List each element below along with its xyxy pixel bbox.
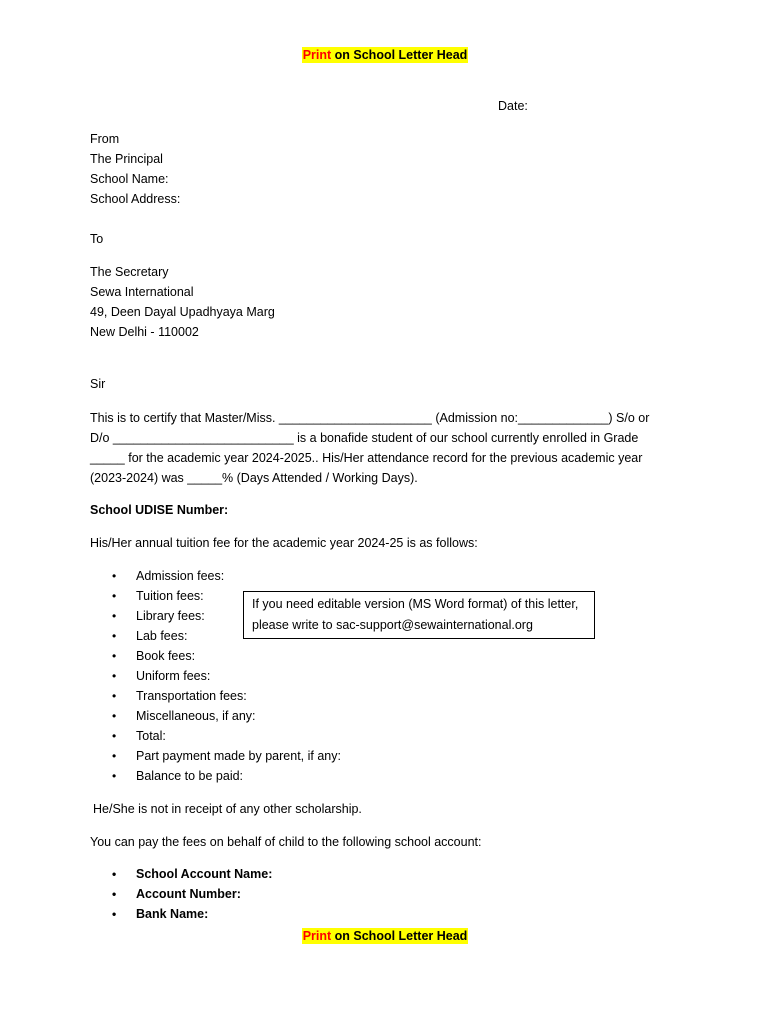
list-item	[90, 864, 272, 884]
fee-item-label: Library fees:	[136, 609, 205, 623]
fee-item-label: Transportation fees:	[136, 689, 247, 703]
to-block	[90, 262, 275, 342]
fee-item-label: Uniform fees:	[136, 669, 211, 683]
fee-item-label: Part payment made by parent, if any:	[136, 749, 341, 763]
list-item	[90, 904, 272, 924]
editable-version-notice: If you need editable version (MS Word format) of this letter, please write to sac-support@sewainternational.org	[243, 591, 595, 639]
bullet-icon: •	[112, 709, 117, 723]
to-line: 49, Deen Dayal Upadhyaya Marg	[90, 305, 275, 319]
list-item	[90, 646, 341, 666]
udise-label: School UDISE Number:	[90, 503, 229, 517]
footer-print-word: Print	[302, 929, 332, 943]
header-banner	[0, 45, 770, 65]
to-line: New Delhi - 110002	[90, 325, 199, 339]
bullet-icon: •	[112, 589, 117, 603]
to-label: To	[90, 232, 104, 246]
bullet-icon: •	[112, 887, 117, 901]
footer-banner	[0, 926, 770, 946]
bullet-icon: •	[112, 629, 117, 643]
list-item	[90, 884, 272, 904]
footer-highlight	[302, 928, 469, 944]
list-item	[90, 766, 341, 786]
list-item	[90, 566, 341, 586]
from-line: School Address:	[90, 192, 181, 206]
scholarship-line: He/She is not in receipt of any other scholarship.	[93, 802, 362, 816]
fee-item-label: Book fees:	[136, 649, 196, 663]
bullet-icon: •	[112, 729, 117, 743]
list-item	[90, 686, 341, 706]
from-block	[90, 129, 180, 209]
account-item-label: School Account Name:	[136, 867, 273, 881]
list-item	[90, 666, 341, 686]
header-highlight	[302, 47, 469, 63]
pay-intro: You can pay the fees on behalf of child to the following school account:	[90, 835, 482, 849]
bullet-icon: •	[112, 867, 117, 881]
account-item-label: Bank Name:	[136, 907, 209, 921]
bullet-icon: •	[112, 649, 117, 663]
from-line: School Name:	[90, 172, 169, 186]
list-item	[90, 746, 341, 766]
to-line: The Secretary	[90, 265, 169, 279]
header-rest-text: on School Letter Head	[331, 48, 468, 62]
bullet-icon: •	[112, 769, 117, 783]
from-line: From	[90, 132, 120, 146]
bullet-icon: •	[112, 907, 117, 921]
fee-intro: His/Her annual tuition fee for the academic year 2024-25 is as follows:	[90, 536, 478, 550]
date-label: Date:	[498, 99, 528, 113]
list-item	[90, 706, 341, 726]
certify-paragraph: This is to certify that Master/Miss. ______________________ (Admission no:_____________) S/o or D/o __________________________ is a bonafide student of our school currently enrolled in Grade _____ for the academic year 2024-2025.. His/Her attendance record for the previous academic year (2023-2024) was _____% (Days Attended / Working Days).	[90, 411, 650, 485]
from-line: The Principal	[90, 152, 163, 166]
fee-item-label: Total:	[136, 729, 166, 743]
bullet-icon: •	[112, 689, 117, 703]
bullet-icon: •	[112, 569, 117, 583]
fee-item-label: Tuition fees:	[136, 589, 204, 603]
list-item	[90, 726, 341, 746]
header-print-word: Print	[302, 48, 332, 62]
fee-item-label: Admission fees:	[136, 569, 225, 583]
fee-item-label: Balance to be paid:	[136, 769, 244, 783]
account-list	[90, 864, 272, 924]
bullet-icon: •	[112, 749, 117, 763]
bullet-icon: •	[112, 669, 117, 683]
fee-item-label: Lab fees:	[136, 629, 188, 643]
to-line: Sewa International	[90, 285, 194, 299]
bullet-icon: •	[112, 609, 117, 623]
account-item-label: Account Number:	[136, 887, 241, 901]
fee-item-label: Miscellaneous, if any:	[136, 709, 256, 723]
footer-rest-text: on School Letter Head	[331, 929, 468, 943]
salutation: Sir	[90, 377, 106, 391]
